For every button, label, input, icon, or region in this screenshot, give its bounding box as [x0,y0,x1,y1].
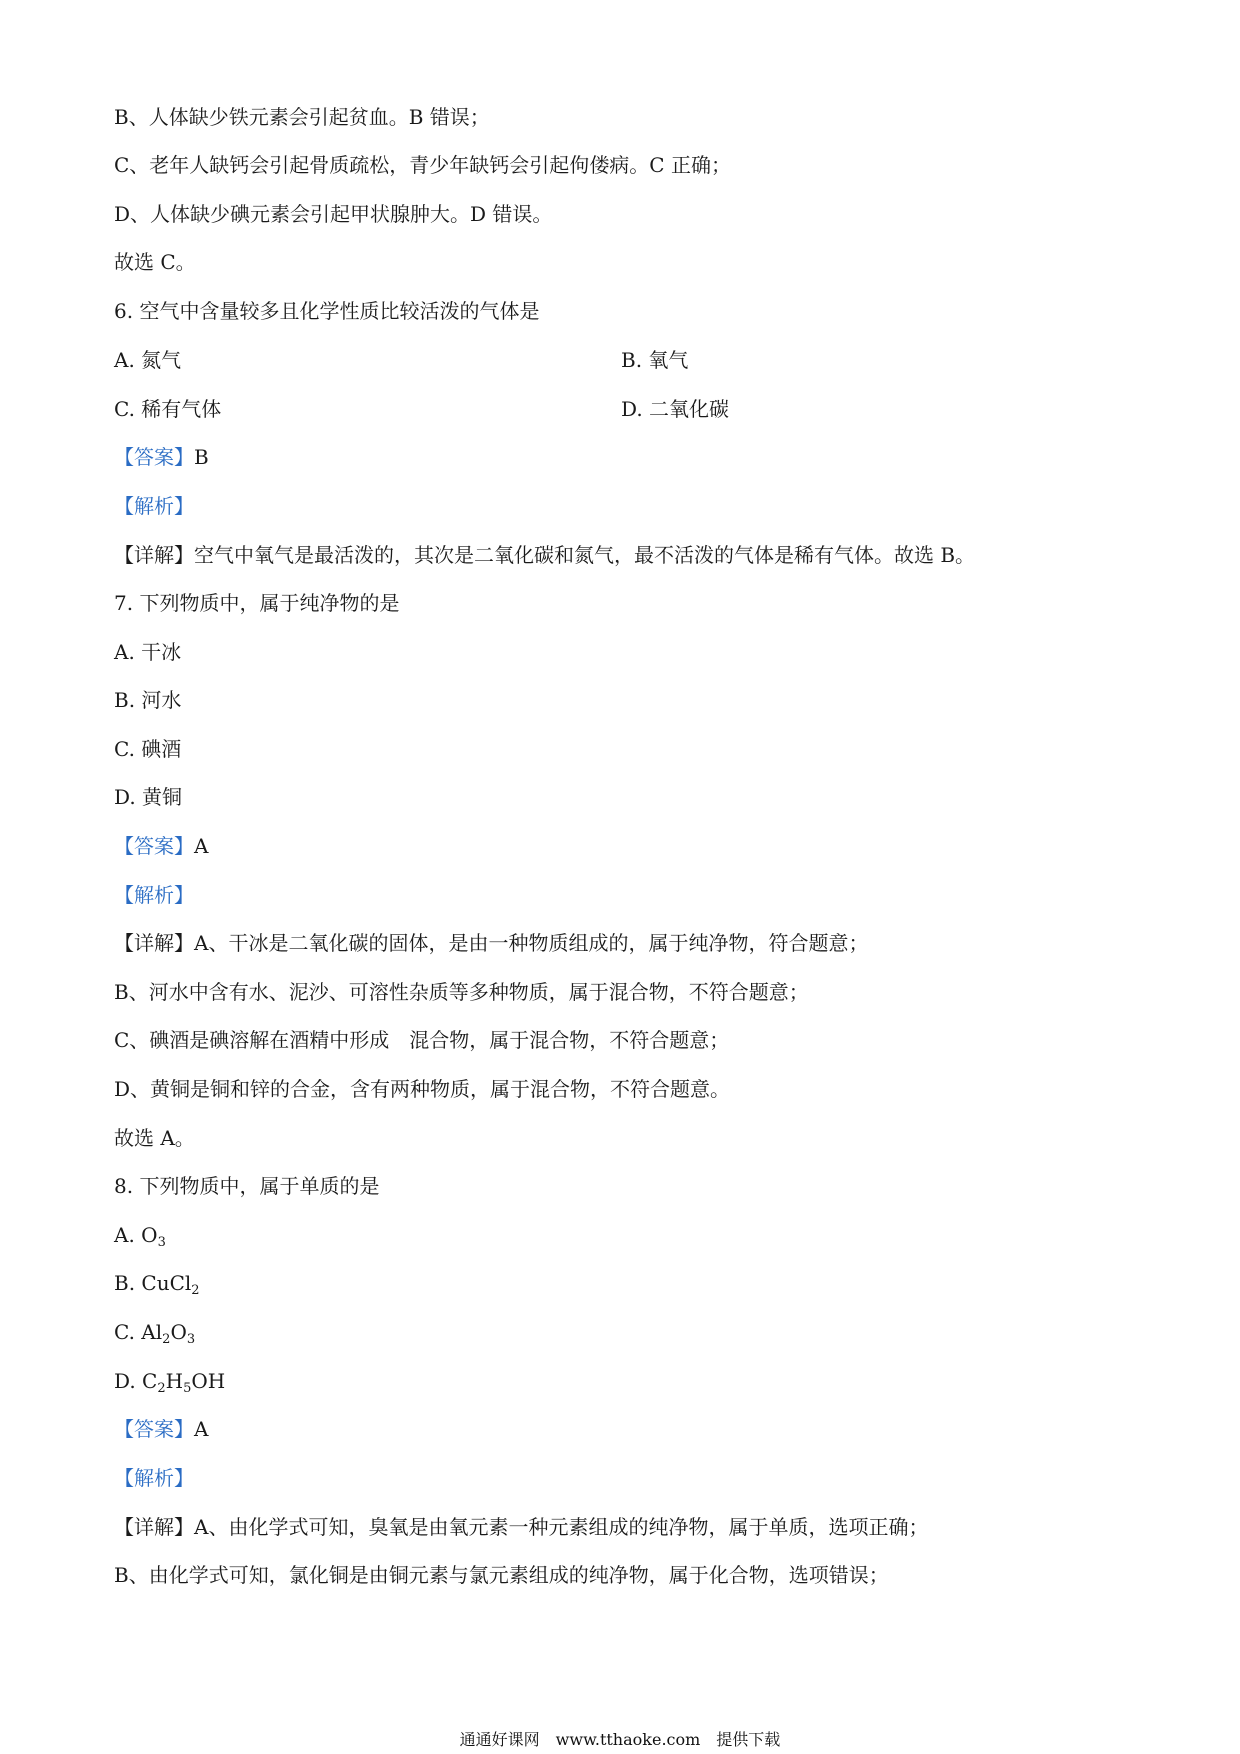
formula-subscript: 5 [183,1381,192,1396]
q8-detail-line: 【详解】A、由化学式可知，臭氧是由氧元素一种元素组成的纯净物，属于单质，选项正确； [114,1515,929,1539]
text-line: 故选 C。 [114,250,196,274]
q7-detail-line: 【详解】A、干冰是二氧化碳的固体，是由一种物质组成的，属于纯净物，符合题意； [114,931,869,955]
formula-subscript: 2 [191,1283,200,1298]
q6-detail: 【详解】空气中氧气是最活泼的，其次是二氧化碳和氮气，最不活泼的气体是稀有气体。故选 B。 [114,543,976,567]
question-7-title: 7. 下列物质中，属于纯净物的是 [114,591,400,615]
formula-text: O [170,1320,187,1344]
formula-subscript: 3 [157,1235,166,1250]
q6-option-c: C. 稀有气体 [114,397,222,421]
q7-option-c: C. 碘酒 [114,737,182,761]
formula-text: A. O [114,1223,158,1247]
q8-analysis-tag: 【解析】 [114,1466,194,1490]
text-line: B、人体缺少铁元素会引起贫血。B 错误； [114,105,490,129]
formula-text: D. C [114,1369,158,1393]
q7-analysis-tag: 【解析】 [114,883,194,907]
answer-tag: 【答案】 [114,445,194,469]
answer-tag: 【答案】 [114,1417,194,1441]
formula-text: B. CuCl [114,1271,192,1295]
q7-option-b: B. 河水 [114,688,182,712]
q7-option-d: D. 黄铜 [114,785,183,809]
q8-detail-line: B、由化学式可知，氯化铜是由铜元素与氯元素组成的纯净物，属于化合物，选项错误； [114,1563,889,1587]
formula-subscript: 3 [186,1332,196,1347]
q6-answer [114,443,209,471]
q7-detail-line: D、黄铜是铜和锌的合金，含有两种物质，属于混合物，不符合题意。 [114,1077,731,1101]
question-8-title: 8. 下列物质中，属于单质的是 [114,1174,380,1198]
answer-value: A [194,834,209,858]
formula-subscript: 2 [162,1332,171,1347]
formula-text: OH [191,1369,226,1393]
formula-text: C. Al [114,1320,163,1344]
q8-option-b [114,1269,200,1305]
q7-detail-line: B、河水中含有水、泥沙、可溶性杂质等多种物质，属于混合物，不符合题意； [114,980,809,1004]
q7-option-a: A. 干冰 [114,640,182,664]
q8-option-d [114,1367,225,1403]
q7-answer [114,832,208,860]
text-line: D、人体缺少碘元素会引起甲状腺肿大。D 错误。 [114,202,553,226]
page-footer: 通通好课网 www.tthaoke.com 提供下载 [459,1730,781,1749]
q7-detail-line: 故选 A。 [114,1126,195,1150]
q6-analysis-tag: 【解析】 [114,494,194,518]
q8-answer [114,1415,208,1443]
formula-subscript: 2 [157,1381,166,1396]
q8-option-a [114,1221,166,1257]
q8-option-c [114,1318,195,1354]
q6-option-d: D. 二氧化碳 [621,397,730,421]
answer-tag: 【答案】 [114,834,194,858]
answer-value: A [194,1417,209,1441]
q6-option-a: A. 氮气 [114,348,182,372]
answer-value: B [194,445,209,469]
formula-text: H [165,1369,184,1393]
q7-detail-line: C、碘酒是碘溶解在酒精中形成 混合物，属于混合物，不符合题意； [114,1028,730,1052]
q6-option-b: B. 氧气 [621,348,689,372]
text-line: C、老年人缺钙会引起骨质疏松，青少年缺钙会引起佝偻病。C 正确； [114,153,731,177]
question-6-title: 6. 空气中含量较多且化学性质比较活泼的气体是 [114,299,540,323]
